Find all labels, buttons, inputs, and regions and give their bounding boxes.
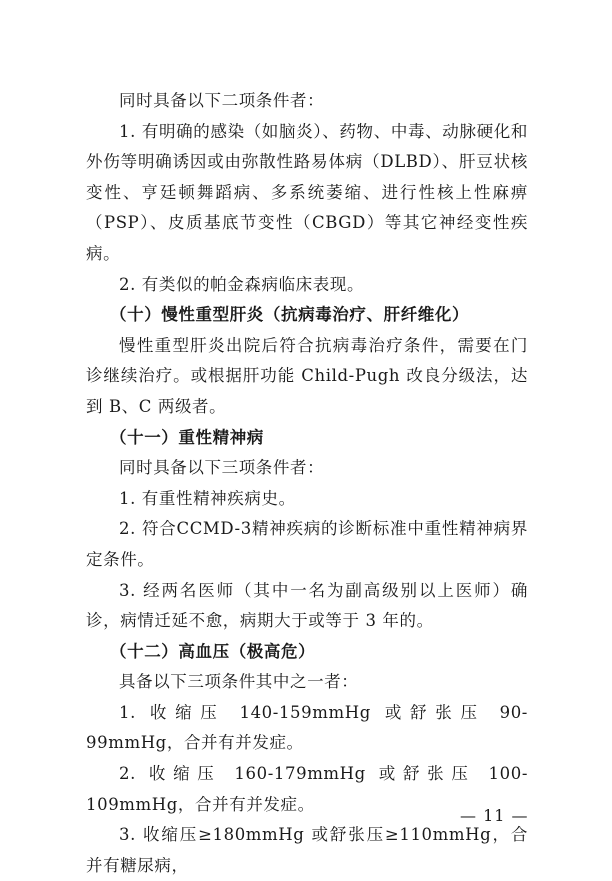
paragraph-hepatitis-text: 慢性重型肝炎出院后符合抗病毒治疗条件，需要在门诊继续治疗。或根据肝功能 Child-Pugh 改良分级法，达到 B、C 两级者。 — [86, 335, 528, 416]
paragraph-hypertension-3: 3. 收缩压≥180mmHg 或舒张压≥110mmHg，合并有糖尿病， — [86, 825, 528, 875]
paragraph-hypertension-1: 1. 收缩压 140-159mmHg 或舒张压 90-99mmHg，合并有并发症。 — [86, 702, 528, 753]
paragraph-hypertension-intro: 具备以下三项条件其中之一者： — [119, 672, 359, 692]
paragraph-hypertension-2: 2. 收缩压 160-179mmHg 或舒张压 100-109mmHg，合并有并发症。 — [86, 764, 528, 814]
section-heading-hypertension: （十二）高血压（极高危） — [110, 641, 316, 661]
page-number: — 11 — — [460, 806, 529, 825]
paragraph-psychosis-1: 1. 有重性精神疾病史。 — [119, 488, 296, 508]
section-heading-psychosis: （十一）重性精神病 — [110, 427, 264, 447]
section-heading-hepatitis: （十）慢性重型肝炎（抗病毒治疗、肝纤维化） — [110, 305, 470, 325]
paragraph-psychosis-3: 3. 经两名医师（其中一名为副高级别以上医师）确诊，病情迁延不愈，病期大于或等于 3 年的。 — [86, 580, 528, 631]
document-body — [86, 86, 528, 881]
paragraph-conditions-intro: 同时具备以下二项条件者： — [119, 91, 325, 110]
paragraph-condition-2: 2. 有类似的帕金森病临床表现。 — [119, 274, 365, 294]
paragraph-psychosis-intro: 同时具备以下三项条件者： — [119, 458, 325, 478]
paragraph-psychosis-2: 2. 符合CCMD-3精神疾病的诊断标准中重性精神病界定条件。 — [86, 519, 528, 569]
paragraph-condition-1: 1. 有明确的感染（如脑炎）、药物、中毒、动脉硬化和外伤等明确诱因或由弥散性路易体病（DLBD）、肝豆状核变性、亨廷顿舞蹈病、多系统萎缩、进行性核上性麻痹（PSP）、皮质基底节变性（CBGD）等其它神经变性疾病。 — [86, 121, 528, 263]
